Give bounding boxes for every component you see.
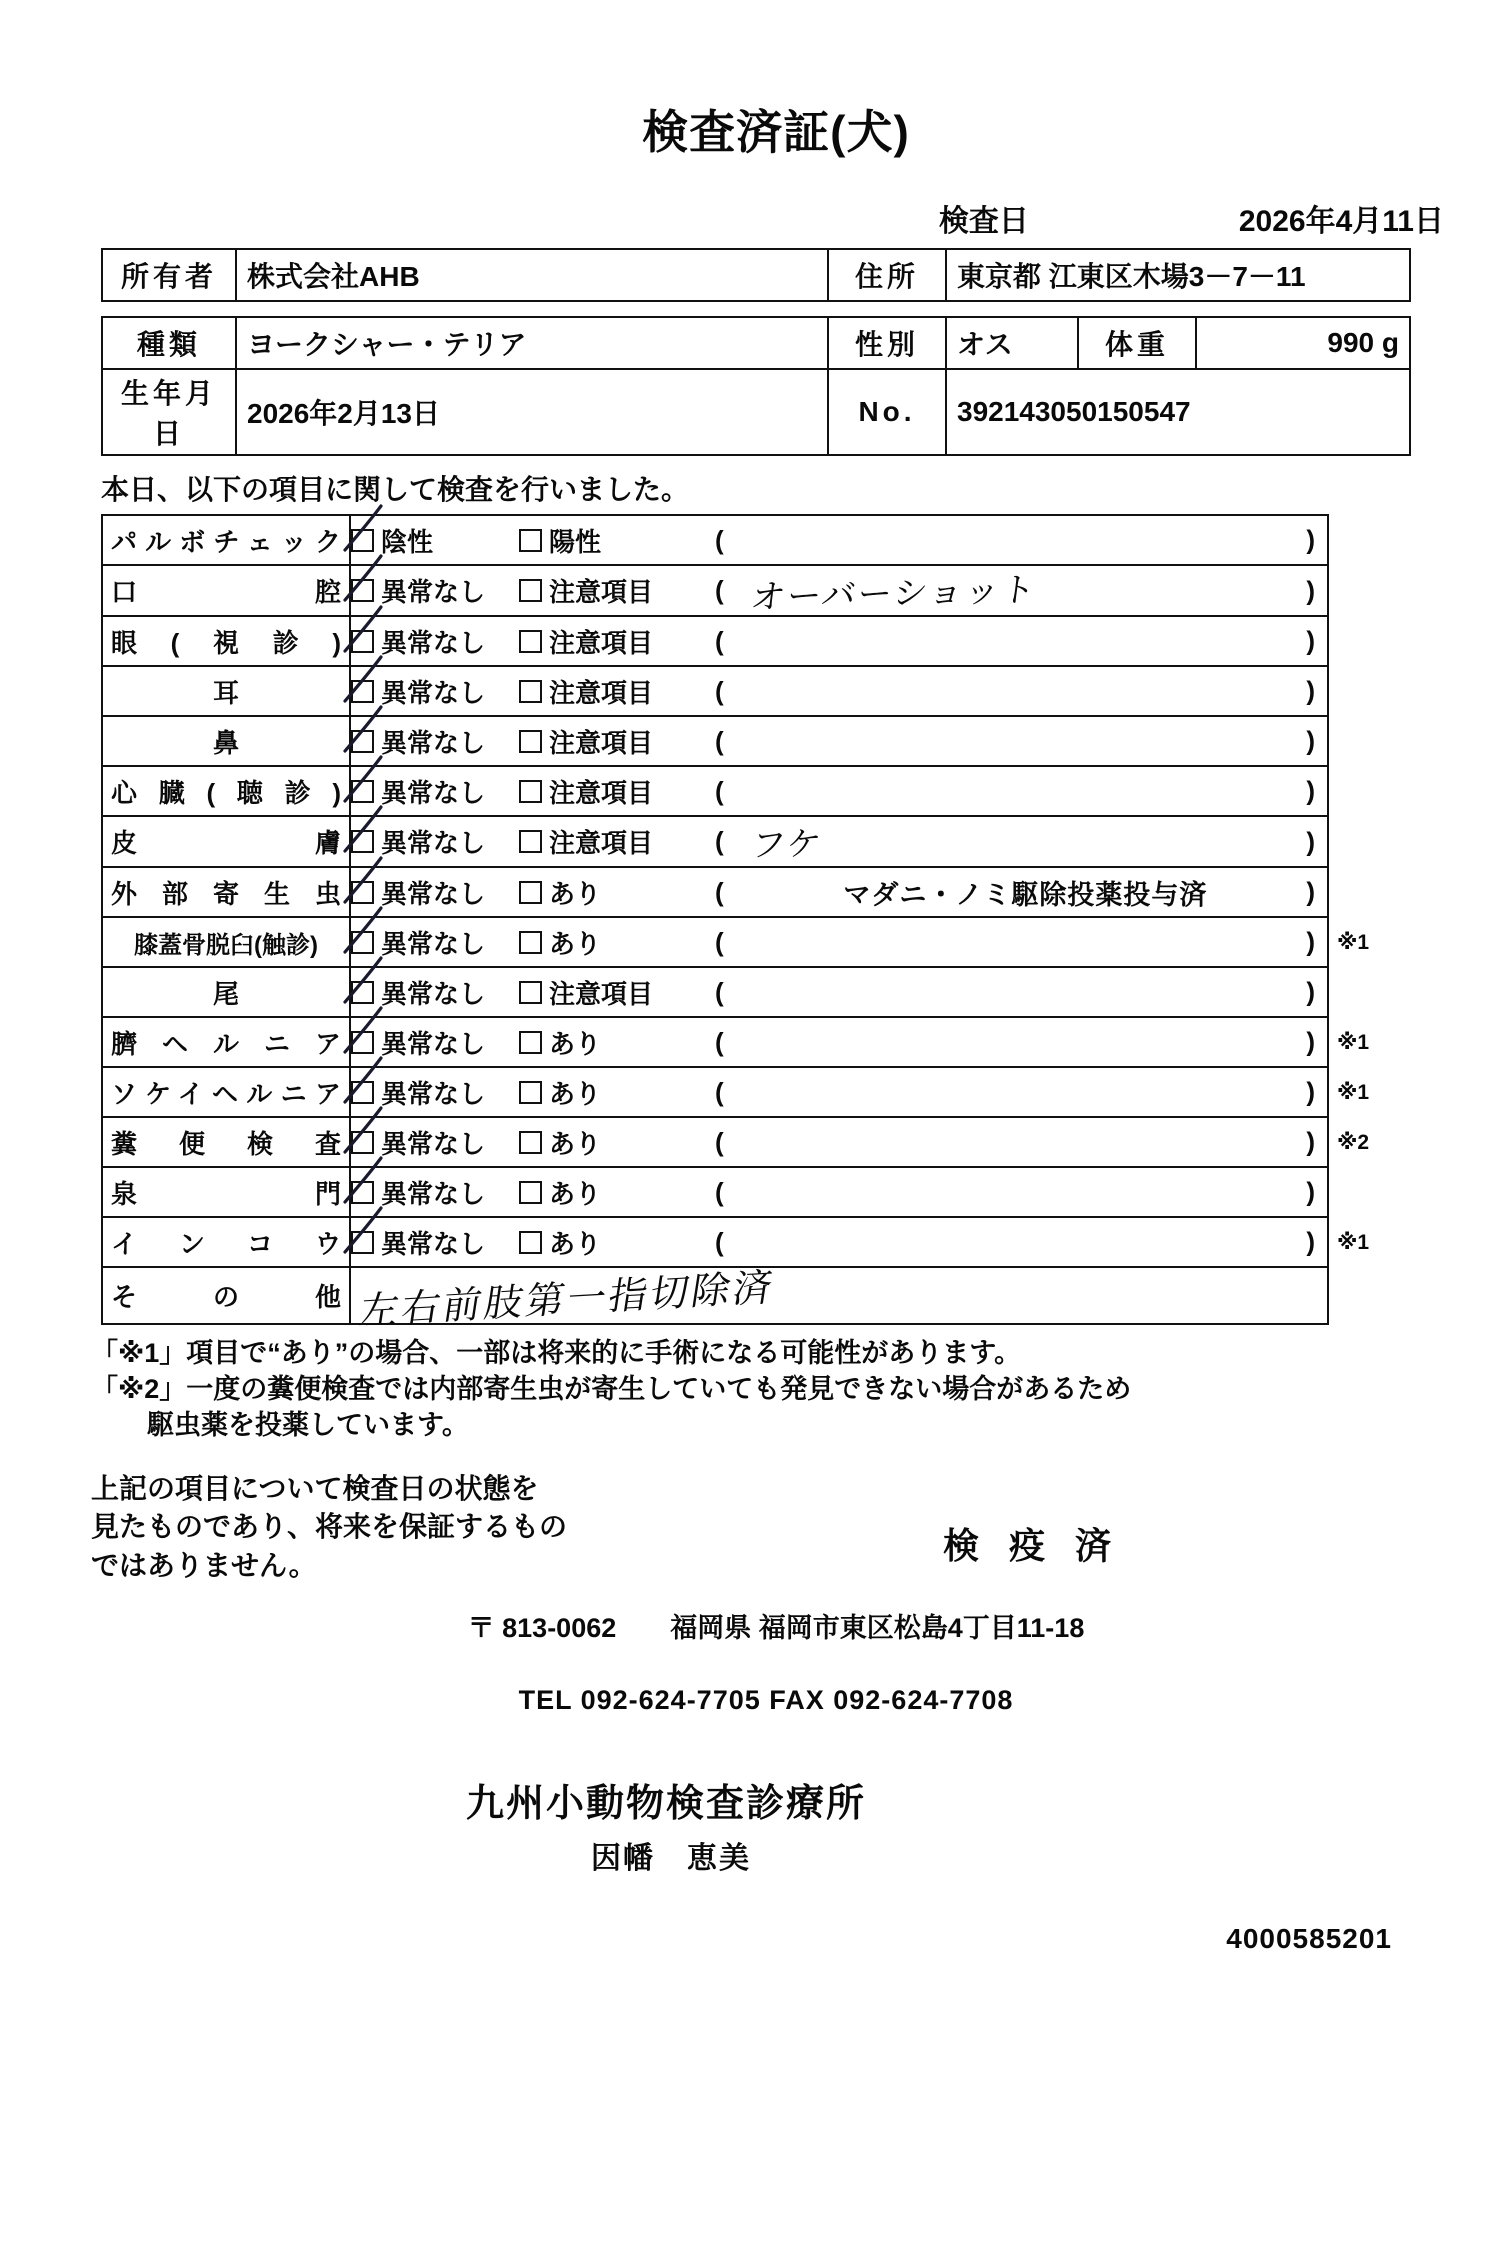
statement-block [91,1470,1421,1590]
statement-text [91,1470,731,1586]
paren-close: ) [1306,775,1315,806]
table-row [102,766,1410,816]
option-1-row-9[interactable] [351,974,503,1011]
option-1-row-7-label: 異常なし [381,878,486,909]
checklist-row-label: 心臓(聴診) [102,766,350,816]
checklist-row-freetext[interactable] [724,873,1327,912]
option-1-row-1[interactable] [351,572,503,609]
option-1-row-0[interactable] [351,522,503,559]
paren-close: ) [1306,826,1315,856]
paren-open: ( [715,826,724,856]
checklist-row-freetext[interactable] [724,566,1327,618]
paren-open: ( [715,1226,724,1257]
checklist-row-options [350,816,1328,867]
paren-open: ( [715,876,724,907]
option-2-row-9-checkbox[interactable] [519,981,542,1004]
option-2-row-4[interactable] [519,723,689,760]
paren-open: ( [715,926,724,957]
option-2-row-3-checkbox[interactable] [519,680,542,703]
option-1-row-6-checkbox[interactable] [351,830,374,853]
option-2-row-6-checkbox[interactable] [519,830,542,853]
paren-open: ( [715,1076,724,1107]
checklist-row-label: 眼(視診) [102,616,350,666]
clinic-person-name: 因幡 恵美 [591,1841,751,1875]
table-row [102,515,1410,565]
option-2-row-0-checkbox[interactable] [519,529,542,552]
checklist-row-label: 尾 [102,967,350,1017]
option-2-row-5-checkbox[interactable] [519,780,542,803]
statement-line-3: ではありません。 [91,1549,317,1581]
paren-open: ( [715,575,724,605]
checklist-row-label: 外部寄生虫 [102,867,350,917]
checklist-row-label: パルボチェック [102,515,350,565]
option-2-row-5-label: 注意項目 [549,777,654,808]
option-1-row-0-checkbox[interactable] [351,529,374,552]
option-2-row-13-checkbox[interactable] [519,1181,542,1204]
statement-line-1: 上記の項目について検査日の状態を [91,1472,539,1504]
option-2-row-7[interactable] [519,874,689,911]
handwritten-note: フケ [748,824,825,866]
paren-close: ) [1306,876,1315,907]
printed-note: マダニ・ノミ駆除投薬投与済 [843,879,1208,910]
option-1-row-11[interactable] [351,1074,503,1111]
option-2-row-5[interactable] [519,773,689,810]
checklist-row-label: 皮膚 [102,816,350,867]
checklist-row-marker [1328,565,1410,616]
table-row [102,1167,1410,1217]
option-1-row-13-label: 異常なし [381,1178,486,1209]
option-1-row-9-label: 異常なし [381,978,486,1009]
option-2-row-10-checkbox[interactable] [519,1031,542,1054]
checklist-row-options [350,616,1328,666]
checklist-row-marker [1328,867,1410,917]
paren-open: ( [715,725,724,756]
option-1-row-12-label: 異常なし [381,1128,486,1159]
table-row [102,1117,1410,1167]
table-row [102,666,1410,716]
table-row [102,917,1410,967]
paren-close: ) [1306,1076,1315,1107]
option-1-row-8[interactable] [351,924,503,961]
checklist-row-marker: ※2 [1337,1130,1370,1154]
paren-close: ) [1306,625,1315,656]
paren-close: ) [1306,725,1315,756]
option-1-row-14[interactable] [351,1224,503,1261]
intro-text: 本日、以下の項目に関して検査を行いました。 [101,474,690,505]
owner-value: 株式会社AHB [236,249,828,301]
checklist-row-marker [1328,616,1410,666]
option-1-row-1-checkbox[interactable] [351,579,374,602]
paren-close: ) [1306,926,1315,957]
option-1-row-13-checkbox[interactable] [351,1181,374,1204]
checklist-row-marker [1328,766,1410,816]
table-row [102,967,1410,1017]
table-row [102,867,1410,917]
option-2-row-12[interactable] [519,1124,689,1161]
checklist-row-freetext[interactable] [724,817,1327,866]
option-2-row-1[interactable] [519,572,689,609]
checklist-row-label: ソケイヘルニア [102,1067,350,1117]
checklist-row-marker: ※1 [1337,930,1370,954]
checklist-row-label: 糞便検査 [102,1117,350,1167]
paren-close: ) [1306,1226,1315,1257]
option-1-row-1-label: 異常なし [381,577,486,607]
option-1-row-8-checkbox[interactable] [351,931,374,954]
option-2-row-6[interactable] [519,823,689,860]
weight-value: 990 g [1196,317,1410,369]
option-2-row-12-checkbox[interactable] [519,1131,542,1154]
option-1-row-6[interactable] [351,823,503,860]
checklist-row-options [350,1117,1328,1167]
option-1-row-12[interactable] [351,1124,503,1161]
paren-close: ) [1306,575,1315,605]
option-2-row-14[interactable] [519,1224,689,1261]
footnote-2: 「※2」一度の糞便検査では内部寄生虫が寄生していても発見できない場合があるため [91,1374,1132,1405]
option-1-row-5[interactable] [351,773,503,810]
paren-close: ) [1306,675,1315,706]
option-2-row-1-checkbox[interactable] [519,579,542,602]
option-1-row-3[interactable] [351,673,503,710]
option-1-row-14-checkbox[interactable] [351,1231,374,1254]
option-2-row-7-checkbox[interactable] [519,881,542,904]
checklist-row-marker [1328,1167,1410,1217]
paren-open: ( [715,524,724,555]
option-1-row-3-label: 異常なし [381,677,486,708]
checklist-row-label: インコウ [102,1217,350,1267]
checklist-row-marker: ※1 [1337,1080,1370,1104]
option-1-row-14-label: 異常なし [381,1228,486,1259]
option-1-row-4-label: 異常なし [381,727,486,758]
option-1-row-10-label: 異常なし [381,1028,486,1059]
checklist-row-label: 口腔 [102,565,350,616]
sex-value: オス [946,317,1078,369]
option-2-row-3[interactable] [519,673,689,710]
paren-close: ) [1306,1026,1315,1057]
table-row [102,249,1410,301]
footnotes [91,1335,1421,1444]
no-label: No. [828,369,946,455]
paren-open: ( [715,1026,724,1057]
animal-info-table [101,316,1411,456]
option-2-row-0-label: 陽性 [549,526,602,557]
option-2-row-2-checkbox[interactable] [519,630,542,653]
paren-open: ( [715,1176,724,1207]
option-1-row-6-label: 異常なし [381,828,486,858]
option-2-row-10-label: あり [549,1028,602,1059]
other-row-marker [1328,1267,1410,1324]
option-2-row-1-label: 注意項目 [549,577,654,607]
option-2-row-7-label: あり [549,878,602,909]
option-1-row-10[interactable] [351,1024,503,1061]
exam-date-row [0,196,1512,240]
table-row [102,317,1410,369]
clinic-tel-fax: TEL 092-624-7705 FAX 092-624-7708 [518,1684,1014,1715]
table-row [102,369,1410,455]
option-2-row-13[interactable] [519,1174,689,1211]
statement-line-2: 見たものであり、将来を保証するもの [91,1511,568,1543]
paren-close: ) [1306,976,1315,1007]
checklist-row-marker [1328,716,1410,766]
option-1-row-5-checkbox[interactable] [351,780,374,803]
option-2-row-4-checkbox[interactable] [519,730,542,753]
checklist-row-options [350,1217,1328,1267]
inspection-checklist-table [101,514,1411,1334]
option-1-row-4[interactable] [351,723,503,760]
checklist-row-marker [1328,515,1410,565]
checklist-row-marker [1328,666,1410,716]
option-2-row-11-label: あり [549,1078,602,1109]
option-2-row-11-checkbox[interactable] [519,1081,542,1104]
option-1-row-5-label: 異常なし [381,777,486,808]
option-2-row-6-label: 注意項目 [549,828,654,858]
checklist-row-marker [1328,967,1410,1017]
weight-label: 体重 [1078,317,1196,369]
other-row-freetext[interactable] [350,1264,1328,1334]
option-1-row-0-label: 陰性 [381,526,434,557]
footnote-3: 駆虫薬を投薬しています。 [147,1410,469,1441]
address-value: 東京都 江東区木場3－7－11 [946,249,1410,301]
option-1-row-2-label: 異常なし [381,627,486,658]
checklist-row-options [350,967,1328,1017]
paren-close: ) [1306,524,1315,555]
option-1-row-13[interactable] [351,1174,503,1211]
option-2-row-14-checkbox[interactable] [519,1231,542,1254]
paren-open: ( [715,675,724,706]
option-1-row-8-label: 異常なし [381,928,486,959]
option-2-row-12-label: あり [549,1128,602,1159]
option-1-row-2[interactable] [351,623,503,660]
checklist-row-label: 臍ヘルニア [102,1017,350,1067]
option-1-row-11-label: 異常なし [381,1078,486,1109]
option-2-row-0[interactable] [519,522,689,559]
handwritten-note: 左右前肢第一指切除済 [356,1264,779,1334]
owner-label: 所有者 [102,249,236,301]
checklist-row-label: 泉門 [102,1167,350,1217]
paren-close: ) [1306,1126,1315,1157]
page-title: 検査済証(犬) [642,106,910,158]
quarantine-stamp: 検 疫 済 [942,1524,1121,1566]
sex-label: 性別 [828,317,946,369]
option-2-row-3-label: 注意項目 [549,677,654,708]
option-2-row-9[interactable] [519,974,689,1011]
option-2-row-2-label: 注意項目 [549,627,654,658]
table-row [102,616,1410,666]
option-1-row-4-checkbox[interactable] [351,730,374,753]
checklist-row-marker: ※1 [1337,1230,1370,1254]
checklist-row-options [350,867,1328,917]
owner-info-table [101,248,1411,302]
footnote-1: 「※1」項目で“あり”の場合、一部は将来的に手術になる可能性があります。 [91,1338,1022,1368]
table-row [102,1067,1410,1117]
option-2-row-8-label: あり [549,928,602,959]
option-1-row-12-checkbox[interactable] [351,1131,374,1154]
option-1-row-9-checkbox[interactable] [351,981,374,1004]
option-2-row-10[interactable] [519,1024,689,1061]
option-2-row-2[interactable] [519,623,689,660]
option-2-row-13-label: あり [549,1178,602,1209]
clinic-address: 〒 813-0062 福岡県 福岡市東区松島4丁目11-18 [467,1612,1085,1643]
certificate-page [0,96,1512,2246]
option-1-row-3-checkbox[interactable] [351,680,374,703]
checklist-row-options [350,1067,1328,1117]
option-1-row-11-checkbox[interactable] [351,1081,374,1104]
checklist-row-label: 耳 [102,666,350,716]
paren-open: ( [715,625,724,656]
checklist-row-options [350,666,1328,716]
option-2-row-9-label: 注意項目 [549,978,654,1009]
checklist-row-options [350,515,1328,565]
exam-date-label: 検査日 [938,205,1029,238]
option-2-row-4-label: 注意項目 [549,727,654,758]
exam-date-value: 2026年4月11日 [1238,205,1444,238]
table-row [102,716,1410,766]
checklist-row-options [350,766,1328,816]
option-1-row-7-checkbox[interactable] [351,881,374,904]
option-1-row-7[interactable] [351,874,503,911]
paren-open: ( [715,1126,724,1157]
paren-open: ( [715,976,724,1007]
option-1-row-10-checkbox[interactable] [351,1031,374,1054]
table-row [102,1267,1410,1324]
birth-value: 2026年2月13日 [236,369,828,455]
table-row [102,1017,1410,1067]
table-row [102,565,1410,616]
checklist-row-options [350,1017,1328,1067]
paren-close: ) [1306,1176,1315,1207]
breed-label: 種類 [102,317,236,369]
handwritten-note: オーバーショット [748,570,1040,618]
checklist-row-marker: ※1 [1337,1030,1370,1054]
option-2-row-11[interactable] [519,1074,689,1111]
breed-value: ヨークシャー・テリア [236,317,828,369]
option-2-row-8-checkbox[interactable] [519,931,542,954]
paren-open: ( [715,775,724,806]
no-value: 392143050150547 [946,369,1410,455]
checklist-row-label: 膝蓋骨脱臼(触診) [102,917,350,967]
checklist-row-options [350,1167,1328,1217]
checklist-row-label: 鼻 [102,716,350,766]
checklist-row-options [350,716,1328,766]
table-row [102,816,1410,867]
checklist-row-options [350,917,1328,967]
birth-label: 生年月日 [102,369,236,455]
checklist-row-marker [1328,816,1410,867]
address-label: 住所 [828,249,946,301]
option-2-row-14-label: あり [549,1228,602,1259]
reference-number: 4000585201 [1226,1922,1392,1954]
clinic-name: 九州小動物検査診療所 [465,1782,866,1825]
other-row-label: その他 [102,1267,350,1324]
checklist-row-options [350,565,1328,616]
option-1-row-2-checkbox[interactable] [351,630,374,653]
option-2-row-8[interactable] [519,924,689,961]
